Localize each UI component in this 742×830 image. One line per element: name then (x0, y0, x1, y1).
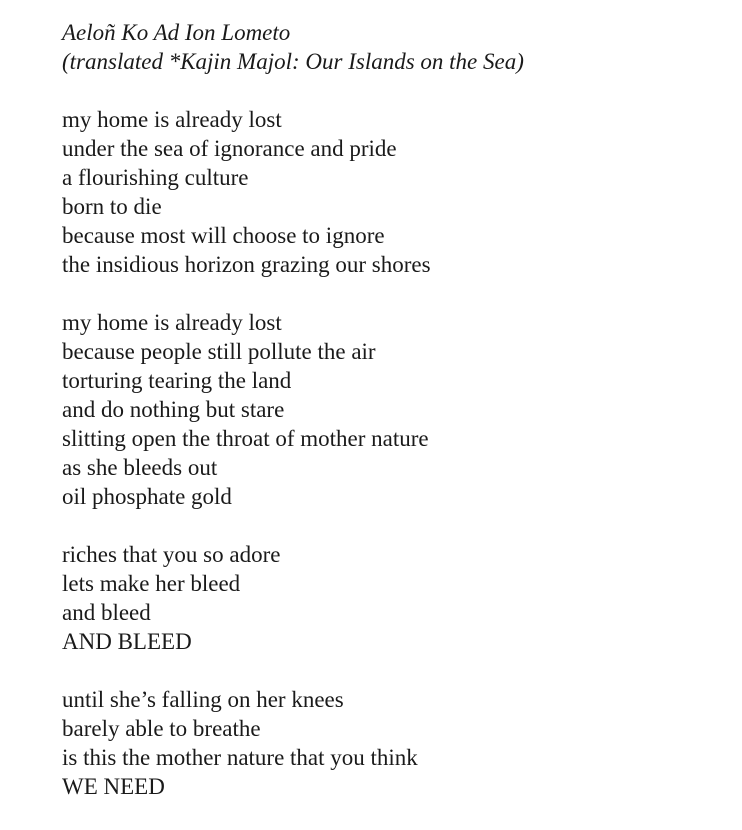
poem-line: because people still pollute the air (62, 339, 376, 364)
poem-line: until she’s falling on her knees (62, 687, 344, 712)
poem-line: a flourishing culture (62, 165, 249, 190)
poem-heading (62, 18, 702, 76)
poem-line: as she bleeds out (62, 455, 218, 480)
poem-line: AND BLEED (62, 629, 192, 654)
poem-line: and do nothing but stare (62, 397, 285, 422)
poem-subtitle: (translated *Kajin Majol: Our Islands on the Sea) (62, 49, 524, 74)
poem-line: lets make her bleed (62, 571, 241, 596)
poem-line: under the sea of ignorance and pride (62, 136, 397, 161)
poem (62, 18, 702, 830)
stanza-2 (62, 308, 702, 511)
poem-line: because most will choose to ignore (62, 223, 385, 248)
poem-line: born to die (62, 194, 162, 219)
poem-line: riches that you so adore (62, 542, 281, 567)
poem-line: and bleed (62, 600, 151, 625)
poem-line: slitting open the throat of mother nature (62, 426, 429, 451)
poem-line: is this the mother nature that you think (62, 745, 418, 770)
poem-line: oil phosphate gold (62, 484, 232, 509)
poem-line: my home is already lost (62, 107, 282, 132)
stanza-4 (62, 685, 702, 801)
poem-line: torturing tearing the land (62, 368, 292, 393)
poem-line: the insidious horizon grazing our shores (62, 252, 431, 277)
stanza-3 (62, 540, 702, 656)
poem-line: my home is already lost (62, 310, 282, 335)
poem-title: Aeloñ Ko Ad Ion Lometo (62, 20, 291, 45)
poem-line: WE NEED (62, 774, 165, 799)
poem-line: barely able to breathe (62, 716, 261, 741)
stanza-1 (62, 105, 702, 279)
